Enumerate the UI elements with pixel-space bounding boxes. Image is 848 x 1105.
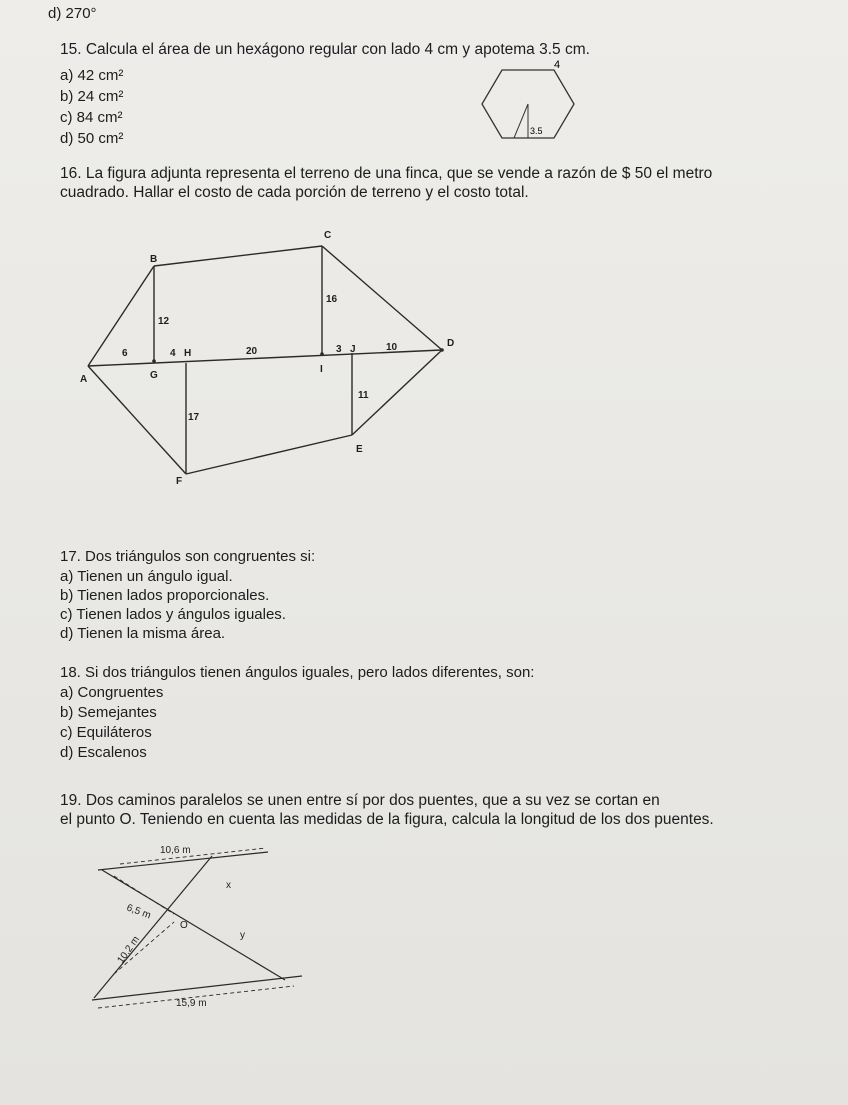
bottom-length-label: 15,9 m — [176, 998, 207, 1009]
upper-left-length-label: 6,5 m — [124, 902, 153, 922]
hexagon-radius — [514, 104, 528, 138]
label-g: G — [150, 370, 158, 381]
q15-question: 15. Calcula el área de un hexágono regular con lado 4 cm y apotema 3.5 cm. — [60, 41, 590, 58]
measure-3: 3 — [336, 344, 342, 355]
q15-option-b: b) 24 cm² — [60, 88, 124, 105]
edge-f-a — [88, 366, 186, 474]
land-plot-figure — [80, 220, 480, 500]
q17-option-b: b) Tienen lados proporcionales. — [60, 587, 270, 604]
edge-c-d — [322, 246, 442, 350]
measure-17: 17 — [188, 412, 200, 423]
q15-option-c: c) 84 cm² — [60, 109, 123, 126]
q17-question: 17. Dos triángulos son congruentes si: — [60, 548, 316, 565]
measure-12: 12 — [158, 316, 170, 327]
label-c: C — [324, 230, 332, 241]
label-b: B — [150, 254, 158, 265]
q17-option-d: d) Tienen la misma área. — [60, 625, 226, 642]
measure-11: 11 — [358, 390, 369, 401]
label-d: D — [447, 338, 455, 349]
q15-option-a: a) 42 cm² — [60, 67, 124, 84]
label-j: J — [350, 344, 356, 355]
top-dimension-line — [120, 848, 266, 864]
edge-e-f — [186, 435, 352, 474]
measure-4: 4 — [170, 348, 176, 359]
label-f: F — [176, 476, 183, 487]
label-a: A — [80, 374, 88, 385]
q18-option-d: d) Escalenos — [60, 744, 147, 761]
label-i: I — [320, 364, 323, 375]
lower-left-length-label: 10,2 m — [115, 934, 142, 966]
q19-question-line2: el punto O. Teniendo en cuenta las medidas de la figura, calcula la longitud de los dos puentes. — [60, 811, 714, 828]
y-label: y — [240, 930, 245, 941]
q17-option-c: c) Tienen lados y ángulos iguales. — [60, 606, 286, 623]
hexagon-side-label: 4 — [554, 59, 561, 71]
bridge-y-line — [102, 870, 285, 980]
label-e: E — [356, 444, 363, 455]
q18-question: 18. Si dos triángulos tienen ángulos iguales, pero lados diferentes, son: — [60, 664, 535, 681]
measure-6: 6 — [122, 348, 128, 359]
edge-a-b — [88, 266, 154, 366]
point-j-dot — [320, 352, 324, 356]
top-length-label: 10,6 m — [160, 845, 191, 856]
measure-10: 10 — [386, 342, 398, 353]
measure-16: 16 — [326, 294, 338, 305]
point-d-dot — [440, 348, 444, 352]
x-label: x — [226, 880, 231, 891]
edge-b-c — [154, 246, 322, 266]
q18-option-c: c) Equiláteros — [60, 724, 152, 741]
o-label: O — [180, 920, 188, 931]
q18-option-b: b) Semejantes — [60, 704, 157, 721]
q14-option-d: d) 270° — [48, 5, 97, 22]
q19-question-line1: 19. Dos caminos paralelos se unen entre sí por dos puentes, que a su vez se cortan en — [60, 792, 660, 809]
q18-option-a: a) Congruentes — [60, 684, 164, 701]
q17-option-a: a) Tienen un ángulo igual. — [60, 568, 233, 585]
q15-option-d: d) 50 cm² — [60, 130, 124, 147]
measure-20: 20 — [246, 346, 258, 357]
point-h-dot — [152, 359, 156, 363]
label-h: H — [184, 348, 192, 359]
bridges-figure — [80, 840, 310, 1015]
q16-question-line1: 16. La figura adjunta representa el terreno de una finca, que se vende a razón de $ 50 el metro — [60, 165, 713, 182]
hexagon-apothem-label: 3.5 — [530, 126, 543, 136]
hexagon-figure — [470, 58, 590, 148]
q16-question-line2: cuadrado. Hallar el costo de cada porción de terreno y el costo total. — [60, 184, 529, 201]
bridge-x-line — [94, 856, 212, 998]
lower-road — [92, 976, 302, 1000]
